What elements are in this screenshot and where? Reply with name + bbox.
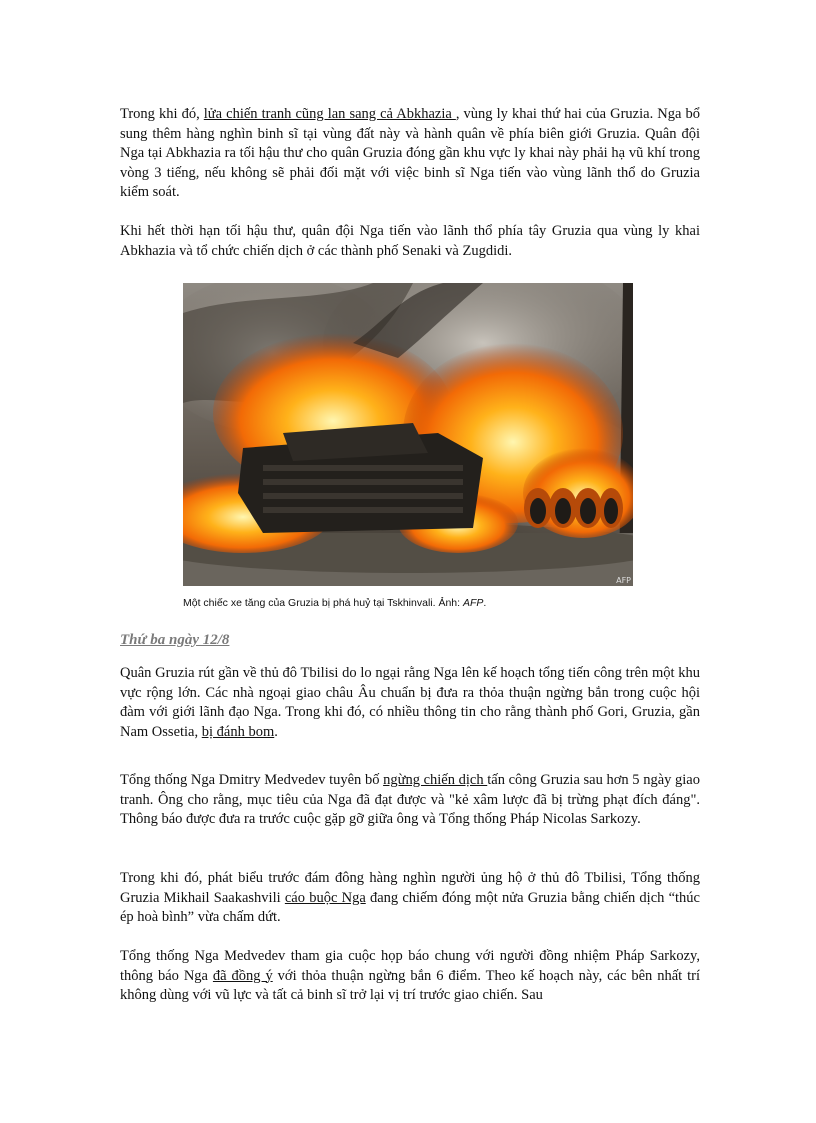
text-span: Khi hết thời hạn tối hậu thư, quân đội Nga tiến vào lãnh thổ phía tây Gruzia qua vùng ly khai Abkhazia và tổ chức chiến dịch ở các thành phố Senaki và Zugdidi. — [120, 223, 700, 259]
paragraph-abkhazia — [120, 105, 700, 203]
text-span: Trong khi đó, phát biểu trước đám đông hàng nghìn người ủng hộ ở thủ đô Tbilisi, Tổng thống Gruzia Mikhail Saakashvili — [120, 870, 700, 906]
photo-caption — [183, 597, 643, 609]
paragraph-saakashvili — [120, 869, 700, 928]
text-span: Tổng thống Nga Medvedev tham gia cuộc họp báo chung với người đồng nhiệm Pháp Sarkozy, thông báo Nga — [120, 948, 700, 984]
date-heading: Thứ ba ngày 12/8 — [120, 632, 230, 648]
link-agreed[interactable]: đã đồng ý — [212, 967, 273, 984]
text-span: với thỏa thuận ngừng bắn 6 điểm. Theo kế hoạch này, các bên nhất trí không dùng với vũ lực và tất cả binh sĩ trở lại vị trí trước giao chiến. Sau — [120, 967, 701, 1003]
paragraph-ceasefire — [120, 947, 700, 1006]
caption-text: Một chiếc xe tăng của Gruzia bị phá huỷ tại Tskhinvali. Ảnh: — [183, 597, 463, 609]
text-span: , vùng ly khai thứ hai của Gruzia. Nga bổ sung thêm hàng nghìn binh sĩ tại vùng đất này và hành quân về phía biên giới Gruzia. Quân đội Nga tại Abkhazia ra tối hậu thư cho quân Gruzia đóng gần khu vực ly khai này phải hạ vũ khí trong vòng 3 tiếng, nếu không sẽ phải đối mặt với việc binh sĩ Nga tiến vào vùng lãnh thổ do Gruzia kiểm soát. — [120, 106, 700, 200]
caption-source: AFP — [462, 597, 484, 609]
caption-text: . — [483, 597, 487, 609]
photo-illustration — [183, 283, 633, 586]
text-span: . — [274, 723, 278, 740]
link-bombed[interactable]: bị đánh bom — [201, 723, 275, 740]
text-span: tấn công Gruzia sau hơn 5 ngày giao tranh. Ông cho rằng, mục tiêu của Nga đã đạt được và "kẻ xâm lược đã bị trừng phạt đích đáng". Thông báo được đưa ra trước cuộc gặp gỡ giữa ông và Tổng thống Pháp Nicolas Sarkozy. — [120, 772, 700, 827]
paragraph-gruzia-retreat — [120, 664, 700, 742]
burning-tank-photo — [183, 283, 633, 586]
photo-credit-mark: AFP — [616, 576, 631, 585]
text-span: Trong khi đó, — [120, 106, 204, 122]
paragraph-medvedev — [120, 771, 700, 830]
link-stop-campaign[interactable]: ngừng chiến dịch — [383, 772, 488, 788]
link-accuse-russia[interactable]: cáo buộc Nga — [284, 889, 366, 906]
text-span: Quân Gruzia rút gần về thủ đô Tbilisi do lo ngại rằng Nga lên kế hoạch tổng tiến công trên một khu vực rộng lớn. Các nhà ngoại giao châu Âu chuẩn bị đưa ra thỏa thuận ngừng bắn trong cuộc hội đàm với giới lãnh đạo Nga. Trong khi đó, có nhiều thông tin cho rằng thành phố Gori, Gruzia, gần Nam Ossetia, — [120, 665, 700, 740]
text-span: Tổng thống Nga Dmitry Medvedev tuyên bố — [120, 772, 384, 788]
link-abkhazia[interactable]: lửa chiến tranh cũng lan sang cả Abkhazia — [203, 106, 456, 122]
text-span: đang chiếm đóng một nửa Gruzia bằng chiến dịch “thúc ép hoà bình” vừa chấm dứt. — [120, 889, 700, 925]
paragraph-ultimatum — [120, 222, 700, 261]
